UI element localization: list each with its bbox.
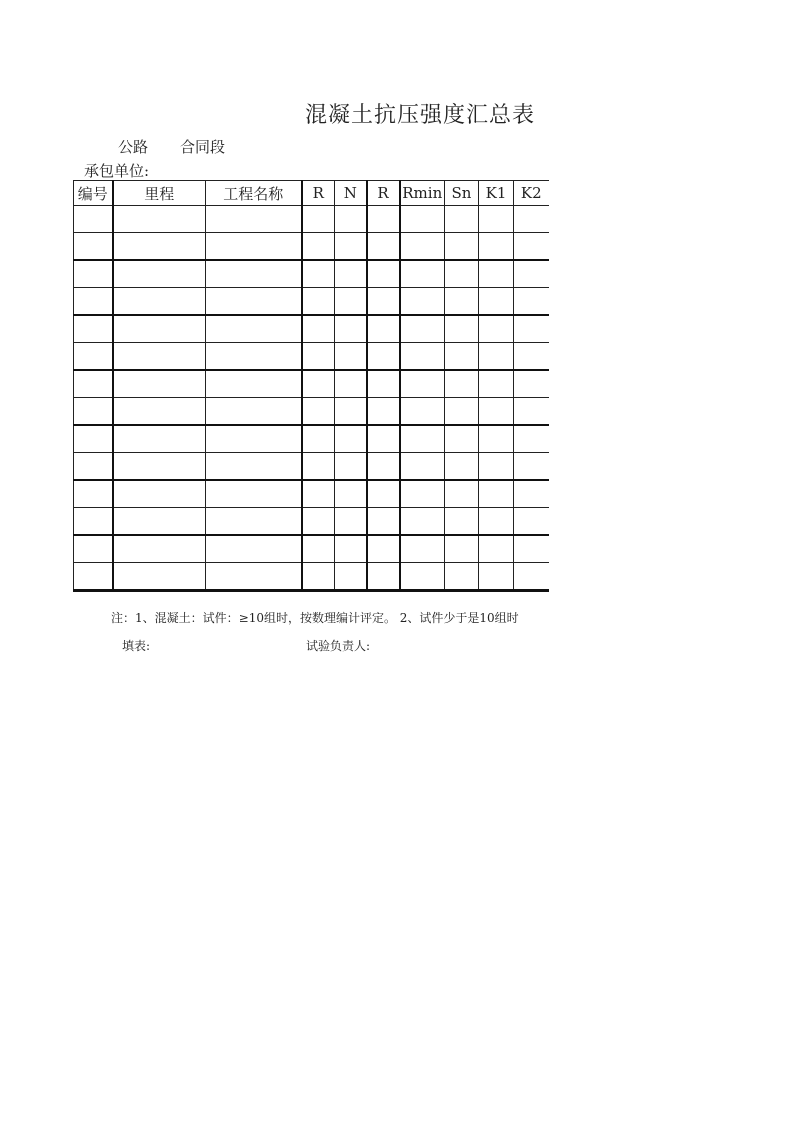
table-cell xyxy=(113,233,206,261)
table-cell xyxy=(367,260,400,288)
table-cell xyxy=(367,425,400,453)
col-header-k1: K1 xyxy=(479,181,514,206)
table-cell xyxy=(400,370,445,398)
table-row xyxy=(74,206,549,233)
page-title: 混凝土抗压强度汇总表 xyxy=(305,103,536,128)
col-header-n: N xyxy=(335,181,367,206)
table-cell xyxy=(367,453,400,481)
table-cell xyxy=(367,343,400,371)
table-cell xyxy=(74,260,113,288)
table-cell xyxy=(400,425,445,453)
table-cell xyxy=(514,206,549,233)
table-cell xyxy=(302,563,335,591)
table-cell xyxy=(445,398,479,426)
table-cell xyxy=(479,508,514,536)
header-row xyxy=(74,181,549,206)
table-cell xyxy=(113,508,206,536)
table-row xyxy=(74,535,549,563)
table-cell xyxy=(479,480,514,508)
table-cell xyxy=(400,206,445,233)
table-cell xyxy=(206,425,302,453)
table-cell xyxy=(113,480,206,508)
table-cell xyxy=(514,315,549,343)
col-header-k2: K2 xyxy=(514,181,549,206)
table-cell xyxy=(302,453,335,481)
table-cell xyxy=(400,480,445,508)
table-cell xyxy=(74,425,113,453)
table-cell xyxy=(445,370,479,398)
col-header-project-name: 工程名称 xyxy=(206,181,302,206)
table-cell xyxy=(113,206,206,233)
table-cell xyxy=(74,480,113,508)
table-cell xyxy=(479,233,514,261)
table-cell xyxy=(335,288,367,316)
table-cell xyxy=(335,398,367,426)
table-cell xyxy=(302,480,335,508)
table-cell xyxy=(445,425,479,453)
contractor-label: 承包单位: xyxy=(84,162,150,180)
table-cell xyxy=(400,288,445,316)
contract-section-label: 合同段 xyxy=(180,138,226,156)
table-row xyxy=(74,398,549,426)
table-cell xyxy=(514,288,549,316)
table-cell xyxy=(302,315,335,343)
col-header-mileage: 里程 xyxy=(113,181,206,206)
table-cell xyxy=(74,315,113,343)
table-row xyxy=(74,480,549,508)
table-cell xyxy=(479,315,514,343)
table-cell xyxy=(479,343,514,371)
table-cell xyxy=(445,535,479,563)
table-cell xyxy=(479,535,514,563)
table-cell xyxy=(206,535,302,563)
table-cell xyxy=(113,563,206,591)
table-cell xyxy=(206,563,302,591)
table-cell xyxy=(206,260,302,288)
table-cell xyxy=(514,233,549,261)
table-cell xyxy=(479,370,514,398)
table-cell xyxy=(206,480,302,508)
table-cell xyxy=(367,535,400,563)
table-cell xyxy=(302,233,335,261)
table-cell xyxy=(113,398,206,426)
table-cell xyxy=(514,480,549,508)
table-cell xyxy=(445,288,479,316)
table-cell xyxy=(335,315,367,343)
table-cell xyxy=(113,535,206,563)
table-cell xyxy=(113,260,206,288)
table-cell xyxy=(74,370,113,398)
table-cell xyxy=(335,233,367,261)
table-cell xyxy=(367,370,400,398)
table-cell xyxy=(335,453,367,481)
table-cell xyxy=(445,315,479,343)
table-cell xyxy=(400,315,445,343)
table-cell xyxy=(514,343,549,371)
table-cell xyxy=(514,453,549,481)
table-cell xyxy=(206,343,302,371)
table-cell xyxy=(74,288,113,316)
table-cell xyxy=(113,370,206,398)
table-cell xyxy=(367,563,400,591)
table-cell xyxy=(302,425,335,453)
table-cell xyxy=(367,288,400,316)
table-cell xyxy=(479,260,514,288)
table-cell xyxy=(514,260,549,288)
table-cell xyxy=(302,260,335,288)
table-cell xyxy=(74,563,113,591)
table-row xyxy=(74,563,549,591)
table-cell xyxy=(479,288,514,316)
table-row xyxy=(74,233,549,261)
table-cell xyxy=(445,343,479,371)
table-row xyxy=(74,508,549,536)
table-cell xyxy=(206,288,302,316)
table-cell xyxy=(302,206,335,233)
table-cell xyxy=(302,343,335,371)
table-cell xyxy=(335,535,367,563)
table-cell xyxy=(479,425,514,453)
table-cell xyxy=(302,508,335,536)
col-header-sn: Sn xyxy=(445,181,479,206)
table-row xyxy=(74,343,549,371)
table-cell xyxy=(335,508,367,536)
col-header-r: R xyxy=(302,181,335,206)
table-cell xyxy=(367,398,400,426)
table-cell xyxy=(206,315,302,343)
footnote: 注：1、混凝土：试件：≥10组时，按数理编计评定。 2、试件少于是10组时 xyxy=(111,611,519,625)
table-cell xyxy=(445,206,479,233)
table-cell xyxy=(514,398,549,426)
table-cell xyxy=(335,563,367,591)
table-cell xyxy=(479,453,514,481)
table-cell xyxy=(479,563,514,591)
table-cell xyxy=(74,206,113,233)
col-header-number: 编号 xyxy=(74,181,113,206)
table-cell xyxy=(206,398,302,426)
table-cell xyxy=(445,260,479,288)
table-cell xyxy=(302,370,335,398)
table-cell xyxy=(206,508,302,536)
table-cell xyxy=(479,398,514,426)
table-cell xyxy=(445,508,479,536)
table-cell xyxy=(445,453,479,481)
table-cell xyxy=(113,343,206,371)
table-cell xyxy=(335,260,367,288)
table-cell xyxy=(367,233,400,261)
table-cell xyxy=(74,233,113,261)
table-cell xyxy=(113,288,206,316)
table-cell xyxy=(335,343,367,371)
table-cell xyxy=(400,453,445,481)
table-row xyxy=(74,453,549,481)
table-cell xyxy=(206,370,302,398)
road-label: 公路 xyxy=(118,138,149,156)
table-cell xyxy=(367,480,400,508)
table-cell xyxy=(335,206,367,233)
table-cell xyxy=(74,508,113,536)
table-cell xyxy=(367,315,400,343)
table-cell xyxy=(400,508,445,536)
table-cell xyxy=(400,260,445,288)
table-cell xyxy=(400,535,445,563)
table-cell xyxy=(514,535,549,563)
table-cell xyxy=(479,206,514,233)
table-cell xyxy=(400,398,445,426)
table-cell xyxy=(113,453,206,481)
col-header-rmin: Rmin xyxy=(400,181,445,206)
table-cell xyxy=(367,508,400,536)
table-cell xyxy=(400,343,445,371)
table-cell xyxy=(74,398,113,426)
table-cell xyxy=(74,453,113,481)
table-cell xyxy=(206,233,302,261)
test-lead-label: 试验负责人: xyxy=(306,639,371,653)
table-cell xyxy=(367,206,400,233)
col-header-r2: R xyxy=(367,181,400,206)
table-cell xyxy=(335,370,367,398)
table-cell xyxy=(113,425,206,453)
table-cell xyxy=(335,480,367,508)
table-cell xyxy=(514,370,549,398)
summary-table xyxy=(73,180,549,592)
table-cell xyxy=(445,480,479,508)
table-cell xyxy=(335,425,367,453)
table-cell xyxy=(302,398,335,426)
table-row xyxy=(74,315,549,343)
table-cell xyxy=(400,233,445,261)
table-cell xyxy=(74,535,113,563)
table-cell xyxy=(302,288,335,316)
table-cell xyxy=(113,315,206,343)
table-row xyxy=(74,260,549,288)
table-cell xyxy=(514,563,549,591)
table-row xyxy=(74,425,549,453)
table-cell xyxy=(74,343,113,371)
table-cell xyxy=(400,563,445,591)
table-cell xyxy=(514,508,549,536)
table-row xyxy=(74,370,549,398)
table-cell xyxy=(445,563,479,591)
table-cell xyxy=(206,453,302,481)
table-row xyxy=(74,288,549,316)
table-cell xyxy=(206,206,302,233)
filler-label: 填表: xyxy=(122,639,151,653)
table-cell xyxy=(302,535,335,563)
table-cell xyxy=(445,233,479,261)
table-cell xyxy=(514,425,549,453)
